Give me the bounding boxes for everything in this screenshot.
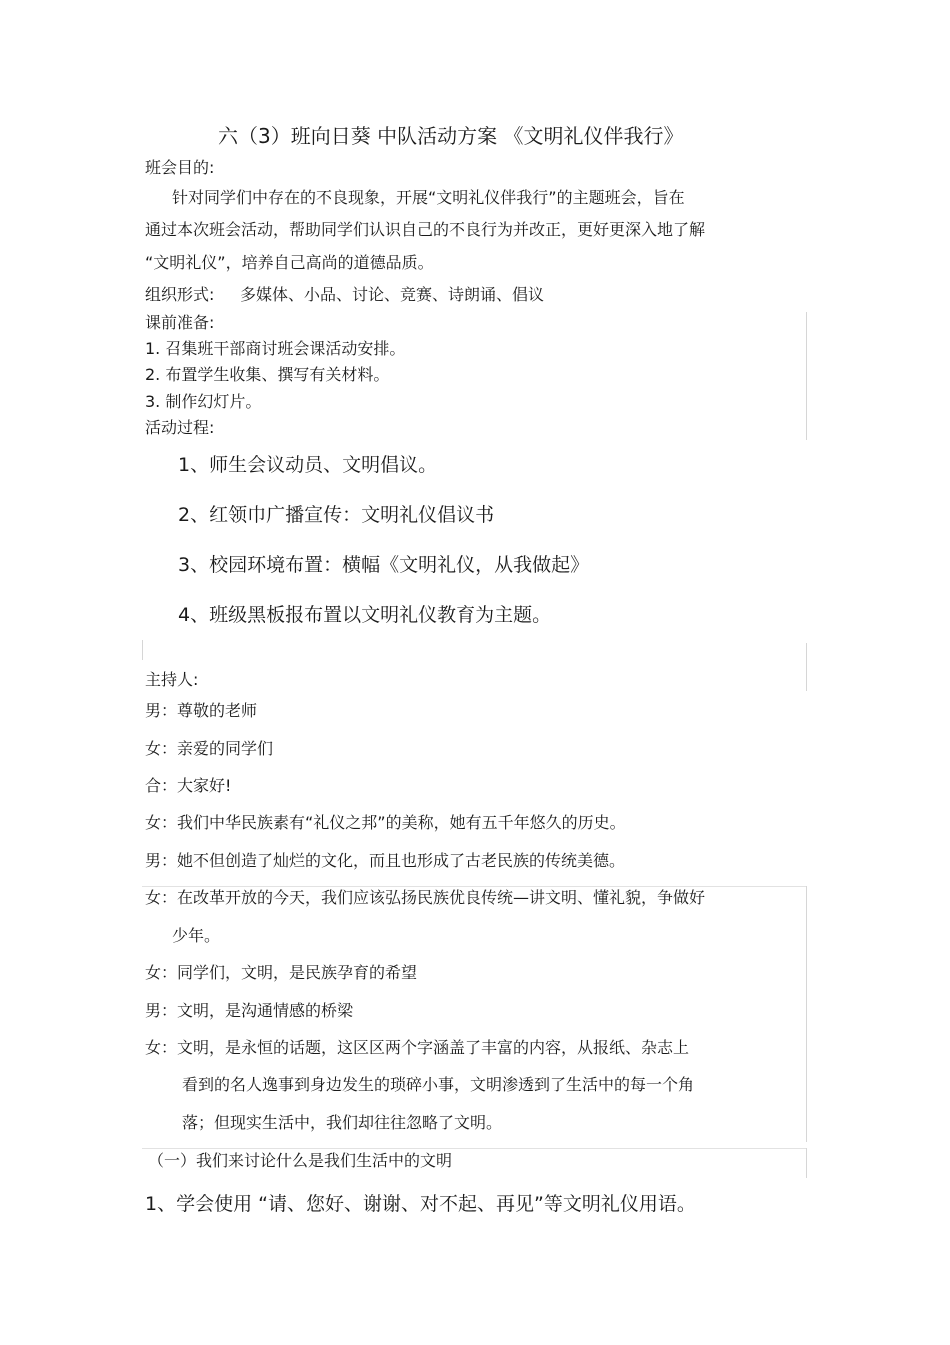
dialogue-line: 女：我们中华民族素有“礼仪之邦”的美称，她有五千年悠久的历史。 [145, 813, 626, 832]
dialogue-line: 女：亲爱的同学们 [145, 739, 274, 758]
purpose-line: 针对同学们中存在的不良现象，开展“文明礼仪伴我行”的主题班会，旨在 [172, 188, 685, 207]
scan-rule [142, 640, 143, 660]
dialogue-line: 男：尊敬的老师 [145, 701, 258, 720]
purpose-line: “文明礼仪”，培养自己高尚的道德品质。 [145, 253, 434, 272]
dialogue-line: 男：她不但创造了灿烂的文化，而且也形成了古老民族的传统美德。 [145, 851, 626, 870]
process-step: 3、校园环境布置：横幅《文明礼仪，从我做起》 [178, 554, 590, 576]
format-value: 多媒体、小品、讨论、竞赛、诗朗诵、倡议 [240, 285, 545, 304]
dialogue-line: 女：同学们，文明，是民族孕育的希望 [145, 963, 418, 982]
prep-heading: 课前准备: [145, 313, 215, 332]
prep-item: 1. 召集班干部商讨班会课活动安排。 [145, 339, 406, 358]
process-step: 1、师生会议动员、文明倡议。 [178, 454, 438, 476]
process-heading: 活动过程: [145, 418, 215, 437]
process-step: 4、班级黑板报布置以文明礼仪教育为主题。 [178, 604, 552, 626]
purpose-heading: 班会目的: [145, 158, 215, 177]
dialogue-line: 女：文明，是永恒的话题，这区区两个字涵盖了丰富的内容，从报纸、杂志上 [145, 1038, 690, 1057]
prep-item: 2. 布置学生收集、撰写有关材料。 [145, 365, 390, 384]
dialogue-line: 少年。 [172, 926, 221, 945]
dialogue-line: 合：大家好! [145, 776, 232, 795]
dialogue-line: 看到的名人逸事到身边发生的琐碎小事，文明渗透到了生活中的每一个角 [182, 1075, 695, 1094]
process-step: 2、红领巾广播宣传：文明礼仪倡议书 [178, 504, 495, 526]
dialogue-line: 男：文明，是沟通情感的桥梁 [145, 1001, 354, 1020]
section-heading: （一）我们来讨论什么是我们生活中的文明 [148, 1151, 453, 1170]
purpose-line: 通过本次班会活动，帮助同学们认识自己的不良行为并改正，更好更深入地了解 [145, 220, 706, 239]
scan-rule [806, 886, 807, 1142]
scan-rule [806, 312, 807, 440]
prep-item: 3. 制作幻灯片。 [145, 392, 262, 411]
format-label: 组织形式: [145, 285, 215, 304]
section-item: 1、学会使用 “请、您好、谢谢、对不起、再见”等文明礼仪用语。 [145, 1193, 696, 1215]
host-heading: 主持人: [145, 670, 199, 689]
document-title: 六（3）班向日葵 中队活动方案 《文明礼仪伴我行》 [218, 124, 684, 148]
dialogue-line: 落；但现实生活中，我们却往往忽略了文明。 [182, 1113, 503, 1132]
scan-rule [806, 1148, 807, 1178]
scan-rule [142, 886, 806, 887]
scan-rule [142, 1148, 806, 1149]
dialogue-line: 女：在改革开放的今天，我们应该弘扬民族优良传统—讲文明、懂礼貌，争做好 [145, 888, 706, 907]
scan-rule [806, 643, 807, 691]
